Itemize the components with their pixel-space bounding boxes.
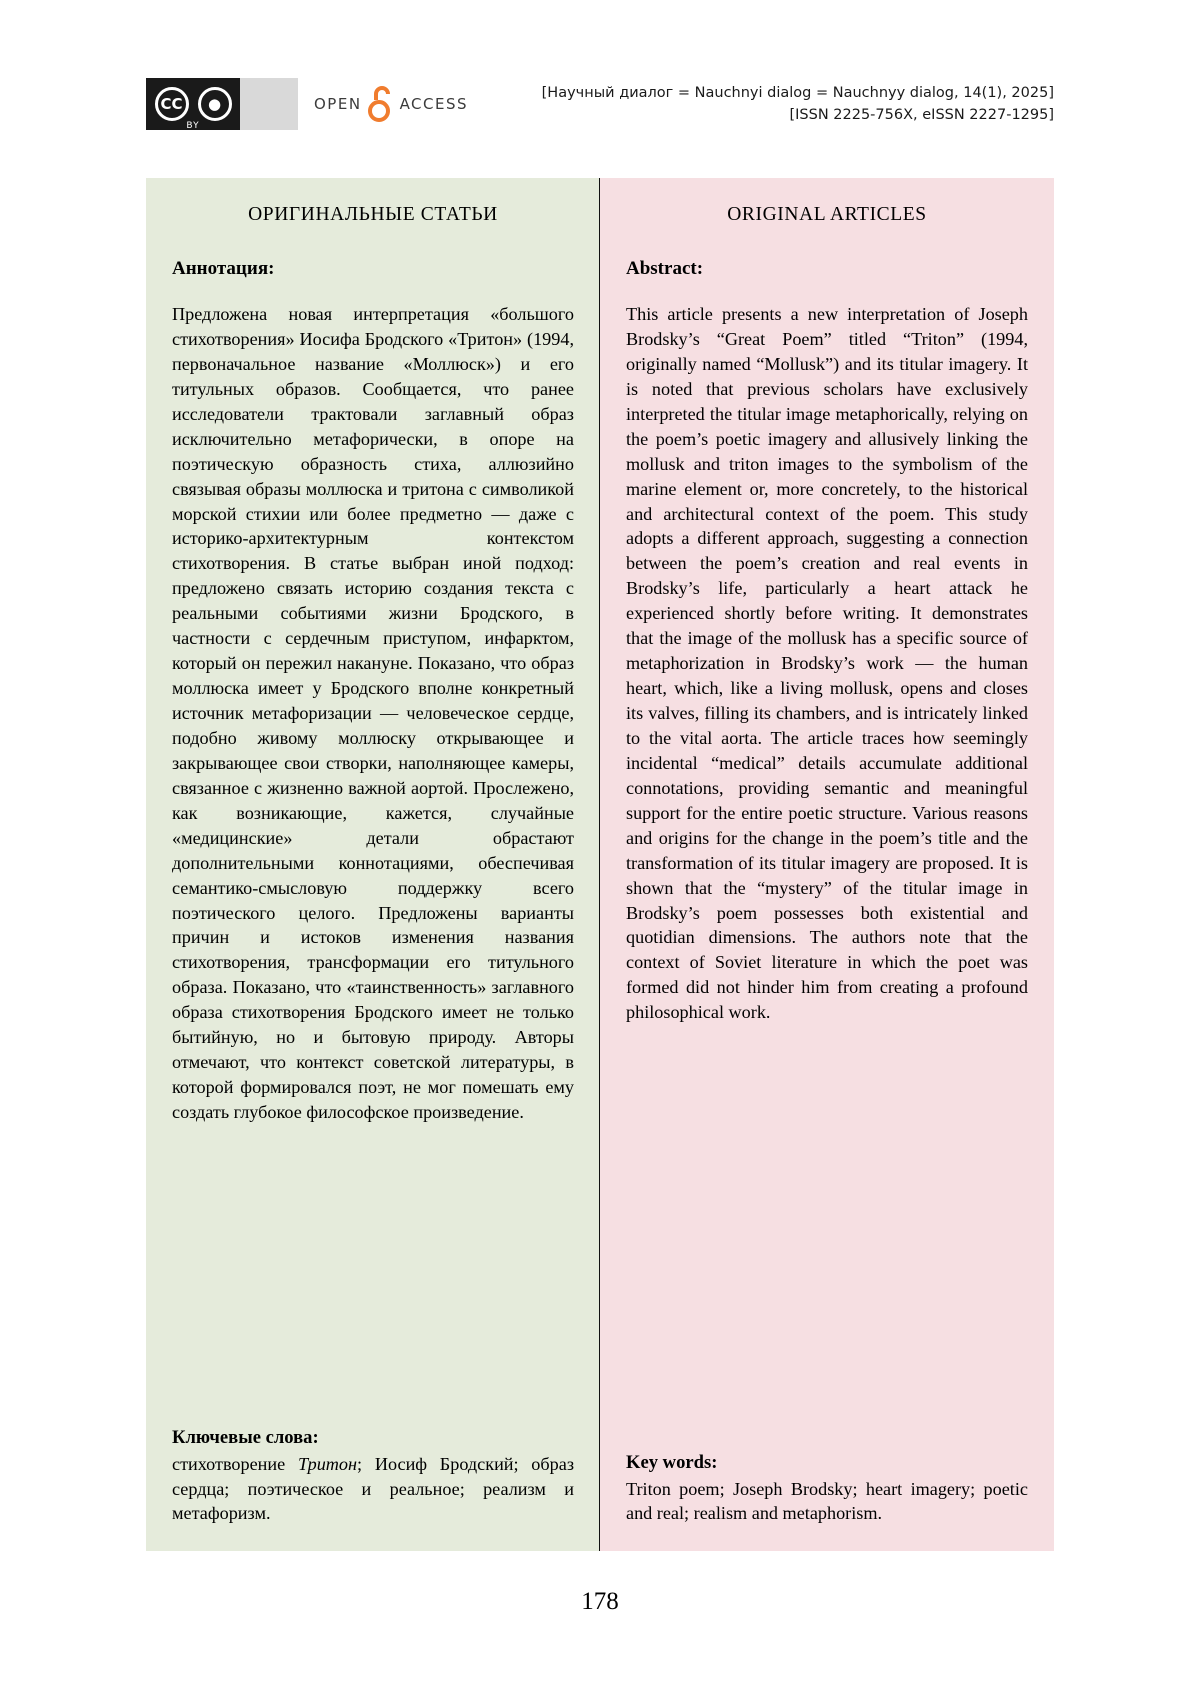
english-column bbox=[600, 178, 1054, 1551]
keywords-rest-ru: ; Иосиф Бродский; образ сердца; поэтическое и реальное; реализм и метафоризм. bbox=[172, 1454, 575, 1523]
journal-title-line: [Научный диалог = Nauchnyi dialog = Nauchnyy dialog, 14(1), 2025] bbox=[541, 85, 1054, 101]
open-access-logo bbox=[314, 86, 468, 122]
keywords-italic-ru: Тритон bbox=[297, 1454, 358, 1475]
section-title-ru: ОРИГИНАЛЬНЫЕ СТАТЬИ bbox=[248, 204, 498, 225]
open-lock-icon bbox=[368, 86, 394, 122]
russian-column bbox=[146, 178, 600, 1551]
cc-letters-icon: CC bbox=[155, 87, 189, 121]
section-title-en: ORIGINAL ARTICLES bbox=[727, 204, 927, 225]
page-number: 178 bbox=[581, 1588, 619, 1615]
abstract-label-ru: Аннотация: bbox=[172, 258, 275, 279]
keywords-block-en bbox=[626, 1452, 1028, 1525]
abstract-text-en: This article presents a new interpretation of Joseph Brodsky’s “Great Poem” titled “Triton” (1994, originally named “Mollusk”) and its titular imagery. It is noted that previous scholars have exclusively interpreted the titular image metaphorically, relying on the poem’s poetic imagery and allusively linking the mollusk and triton images to the symbolism of the marine element or, more concretely, to the historical and architectural context of the poem. This study adopts a different approach, suggesting a connection between the poem’s creation and real events in Brodsky’s life, particularly a heart attack he experienced shortly before writing. It demonstrates that the image of the mollusk has a specific source of metaphorization in Brodsky’s work — the human heart, which, like a living mollusk, opens and closes its valves, filling its chambers, and is intricately linked to the vital aorta. The article traces how seemingly incidental “medical” details accumulate additional connotations, providing semantic and meaningful support for the entire poetic structure. Various reasons and origins for the change in the poem’s title and the transformation of its titular imagery are proposed. It is shown that the “mystery” of the titular image in Brodsky’s poem possesses both existential and quotidian dimensions. The authors note that the context of Soviet literature in which the poet was formed did not hinder him from creating a profound philosophical work. bbox=[626, 304, 1028, 1023]
cc-by-person-icon: ● bbox=[198, 87, 232, 121]
cc-by-label: BY bbox=[186, 121, 200, 131]
page-header bbox=[146, 78, 1054, 136]
keywords-label-ru: Ключевые слова: bbox=[172, 1427, 319, 1449]
cc-icon bbox=[146, 78, 240, 130]
keywords-label-en: Key words: bbox=[626, 1451, 718, 1473]
abstract-text-ru: Предложена новая интерпретация «большого стихотворения» Иосифа Бродского «Тритон» (1994, первоначальное название «Моллюск») и его титульных образов. Сообщается, что ранее исследователи трактовали заглавный образ исключительно метафорически, в опоре на поэтическую образность стиха, аллюзийно связывая образы моллюска и тритона с символикой морской стихии или более предметно — даже с историко-архитектурным контекстом стихотворения. В статье выбран иной подход: предложено связать историю создания текста с реальными событиями жизни Бродского, в частности с сердечным приступом, инфарктом, который он пережил накануне. Показано, что образ моллюска имеет у Бродского вполне конкретный источник метафоризации — человеческое сердце, подобно живому моллюску открывающее и закрывающее свои створки, наполняющее камеры, связанное с жизненно важной аортой. Прослежено, как возникающие, кажется, случайные «медицинские» детали обрастают дополнительными коннотациями, обеспечивая семантико-смысловую поддержку всего поэтического целого. Предложены варианты причин и истоков изменения названия стихотворения, трансформации его титульного образа. Показано, что «таинственность» заглавного образа стихотворения Бродского имеет не только бытийную, но и бытовую природу. Авторы отмечают, что контекст советской литературы, в которой формировался поэт, не мог помешать ему создать глубокое философское произведение. bbox=[172, 304, 574, 1122]
keywords-block-ru bbox=[172, 1427, 574, 1525]
open-access-label-open: OPEN bbox=[314, 95, 362, 113]
open-access-label-access: ACCESS bbox=[399, 95, 469, 113]
creative-commons-badge bbox=[146, 78, 298, 130]
issn-line: [ISSN 2225-756X, eISSN 2227-1295] bbox=[789, 107, 1054, 124]
keywords-prefix-ru: стихотворение bbox=[172, 1454, 298, 1475]
abstract-columns bbox=[146, 178, 1054, 1551]
cc-badge-right-fill bbox=[240, 78, 298, 130]
keywords-text-en: Triton poem; Joseph Brodsky; heart imagery; poetic and real; realism and metaphorism. bbox=[626, 1478, 1028, 1523]
journal-metadata bbox=[542, 82, 1054, 127]
keywords-text-ru bbox=[172, 1452, 574, 1525]
abstract-label-en: Abstract: bbox=[626, 258, 704, 279]
